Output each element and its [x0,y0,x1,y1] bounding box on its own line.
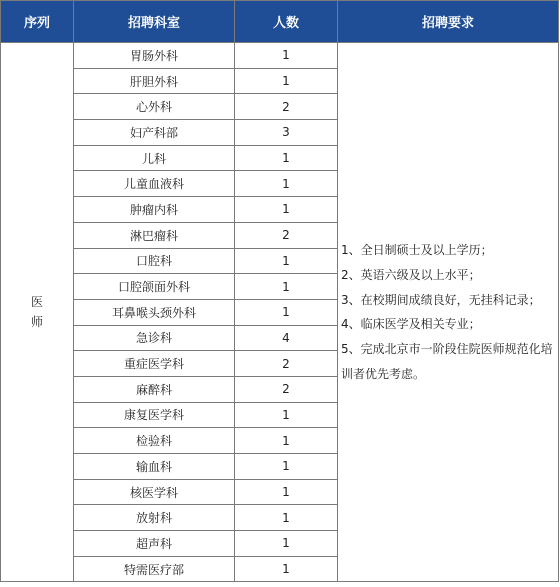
department-cell: 核医学科 [74,479,235,505]
requirement-item: 2、英语六级及以上水平； [341,267,481,282]
department-cell: 麻醉科 [74,376,235,402]
count-cell: 1 [235,145,338,171]
department-cell: 超声科 [74,531,235,557]
count-cell: 1 [235,454,338,480]
requirements-cell [338,43,559,582]
requirement-item: 1、全日制硕士及以上学历； [341,243,493,258]
count-cell: 2 [235,94,338,120]
count-cell: 1 [235,531,338,557]
department-cell: 儿童血液科 [74,171,235,197]
department-cell: 肿瘤内科 [74,197,235,223]
department-cell: 儿科 [74,145,235,171]
department-cell: 康复医学科 [74,402,235,428]
count-cell: 2 [235,351,338,377]
header-requirements: 招聘要求 [338,1,559,43]
header-count: 人数 [235,1,338,43]
department-cell: 急诊科 [74,325,235,351]
count-cell: 1 [235,479,338,505]
count-cell: 1 [235,197,338,223]
department-cell: 妇产科部 [74,120,235,146]
count-cell: 1 [235,402,338,428]
department-cell: 口腔科 [74,248,235,274]
count-cell: 1 [235,428,338,454]
count-cell: 1 [235,68,338,94]
count-cell: 1 [235,171,338,197]
requirement-item: 4、临床医学及相关专业； [341,317,481,332]
category-char: 医 [30,295,43,310]
department-cell: 特需医疗部 [74,556,235,582]
department-cell: 检验科 [74,428,235,454]
count-cell: 3 [235,120,338,146]
header-sequence: 序列 [1,1,74,43]
department-cell: 胃肠外科 [74,43,235,69]
department-cell: 口腔颌面外科 [74,274,235,300]
department-cell: 肝胆外科 [74,68,235,94]
count-cell: 2 [235,222,338,248]
count-cell: 1 [235,43,338,69]
table-row [1,43,559,69]
category-cell [1,43,74,582]
department-cell: 放射科 [74,505,235,531]
count-cell: 2 [235,376,338,402]
department-cell: 心外科 [74,94,235,120]
requirement-item: 5、完成北京市一阶段住院医师规范化培训者优先考虑。 [341,341,553,381]
header-row [1,1,559,43]
header-department: 招聘科室 [74,1,235,43]
department-cell: 输血科 [74,454,235,480]
count-cell: 1 [235,248,338,274]
category-char: 师 [30,315,43,330]
count-cell: 1 [235,556,338,582]
requirement-item: 3、在校期间成绩良好，无挂科记录； [341,292,541,307]
count-cell: 4 [235,325,338,351]
department-cell: 重症医学科 [74,351,235,377]
count-cell: 1 [235,505,338,531]
department-cell: 淋巴瘤科 [74,222,235,248]
count-cell: 1 [235,299,338,325]
department-cell: 耳鼻喉头颈外科 [74,299,235,325]
count-cell: 1 [235,274,338,300]
